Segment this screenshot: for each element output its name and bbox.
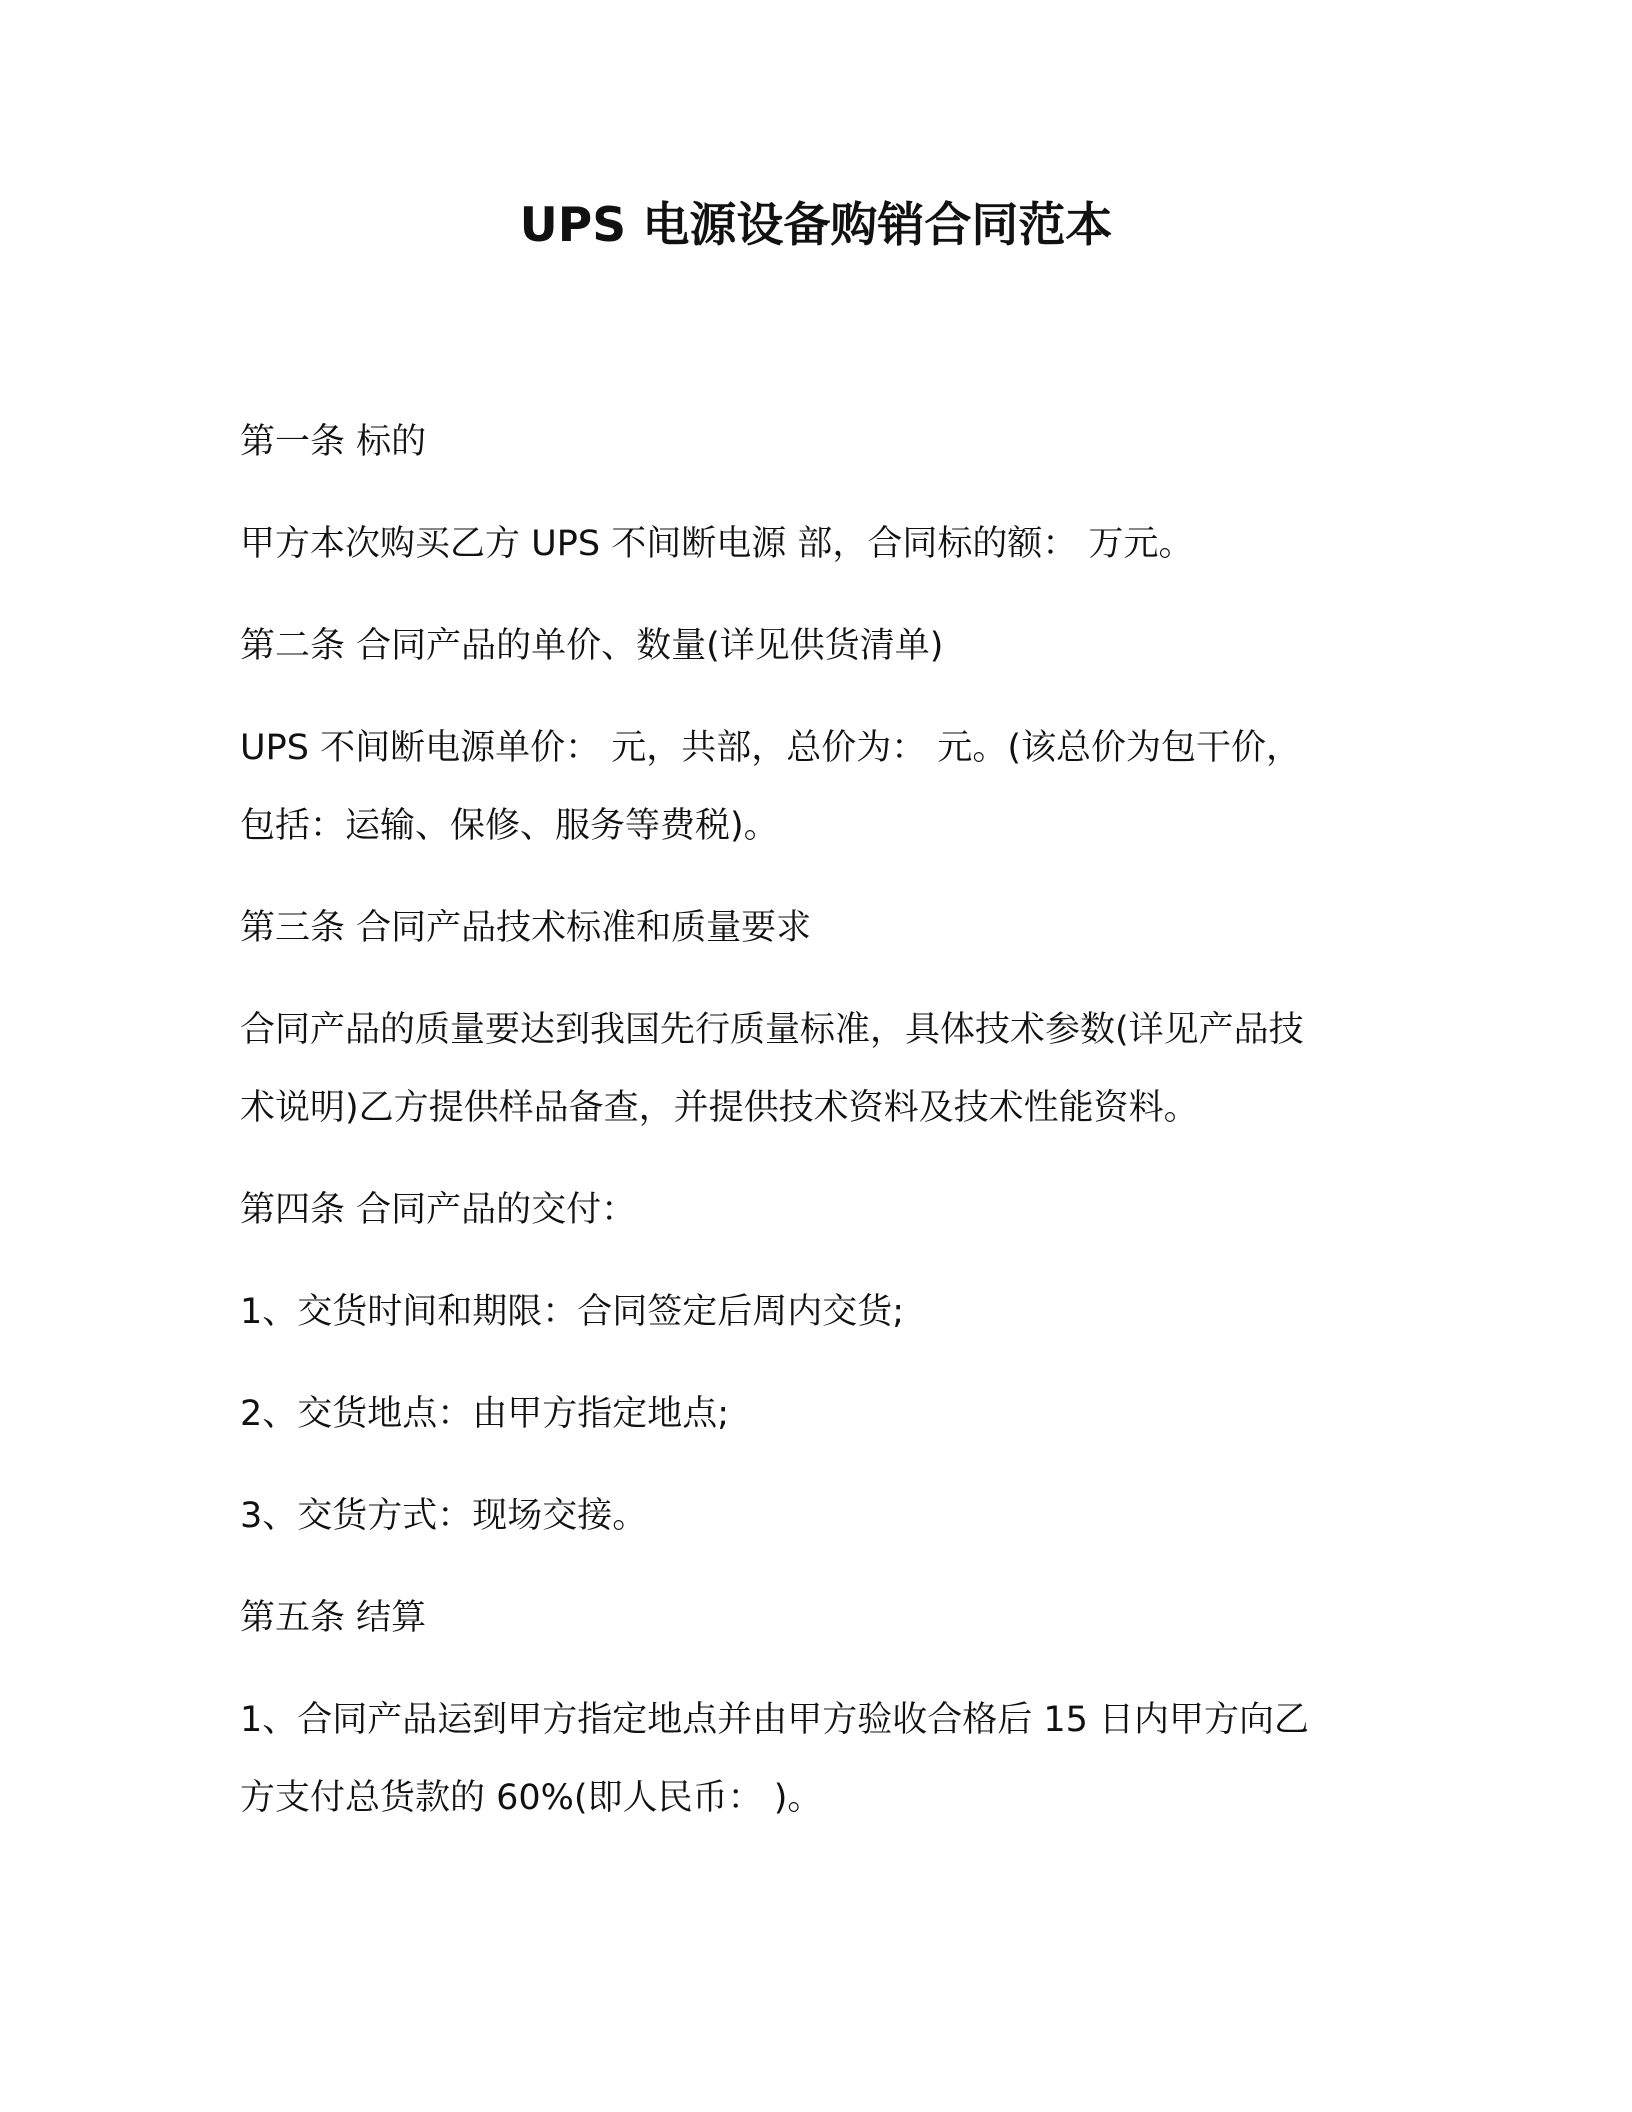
article-4-heading: 第四条 合同产品的交付： [240, 1190, 637, 1230]
article-3-heading: 第三条 合同产品技术标准和质量要求 [240, 908, 812, 948]
article-1-heading: 第一条 标的 [240, 422, 427, 462]
article-4-item-1: 1、交货时间和期限：合同签定后周内交货; [240, 1292, 905, 1332]
article-2-text-line-2: 包括：运输、保修、服务等费税)。 [240, 806, 779, 846]
article-5-item-1-line-1: 1、合同产品运到甲方指定地点并由甲方验收合格后 15 日内甲方向乙 [240, 1700, 1310, 1740]
article-4-item-2: 2、交货地点：由甲方指定地点; [240, 1394, 730, 1434]
article-2-heading: 第二条 合同产品的单价、数量(详见供货清单) [240, 626, 944, 666]
article-3-text-line-2: 术说明)乙方提供样品备查，并提供技术资料及技术性能资料。 [240, 1088, 1199, 1128]
document-title: UPS 电源设备购销合同范本 [519, 198, 1113, 253]
article-3-text-line-1: 合同产品的质量要达到我国先行质量标准，具体技术参数(详见产品技 [240, 1010, 1304, 1050]
article-5-heading: 第五条 结算 [240, 1598, 427, 1638]
article-2-text-line-1: UPS 不间断电源单价： 元，共部，总价为： 元。(该总价为包干价， [240, 728, 1301, 768]
article-1-text: 甲方本次购买乙方 UPS 不间断电源 部，合同标的额： 万元。 [240, 524, 1194, 564]
article-4-item-3: 3、交货方式：现场交接。 [240, 1496, 648, 1536]
article-5-item-1-line-2: 方支付总货款的 60%(即人民币： )。 [240, 1778, 823, 1818]
